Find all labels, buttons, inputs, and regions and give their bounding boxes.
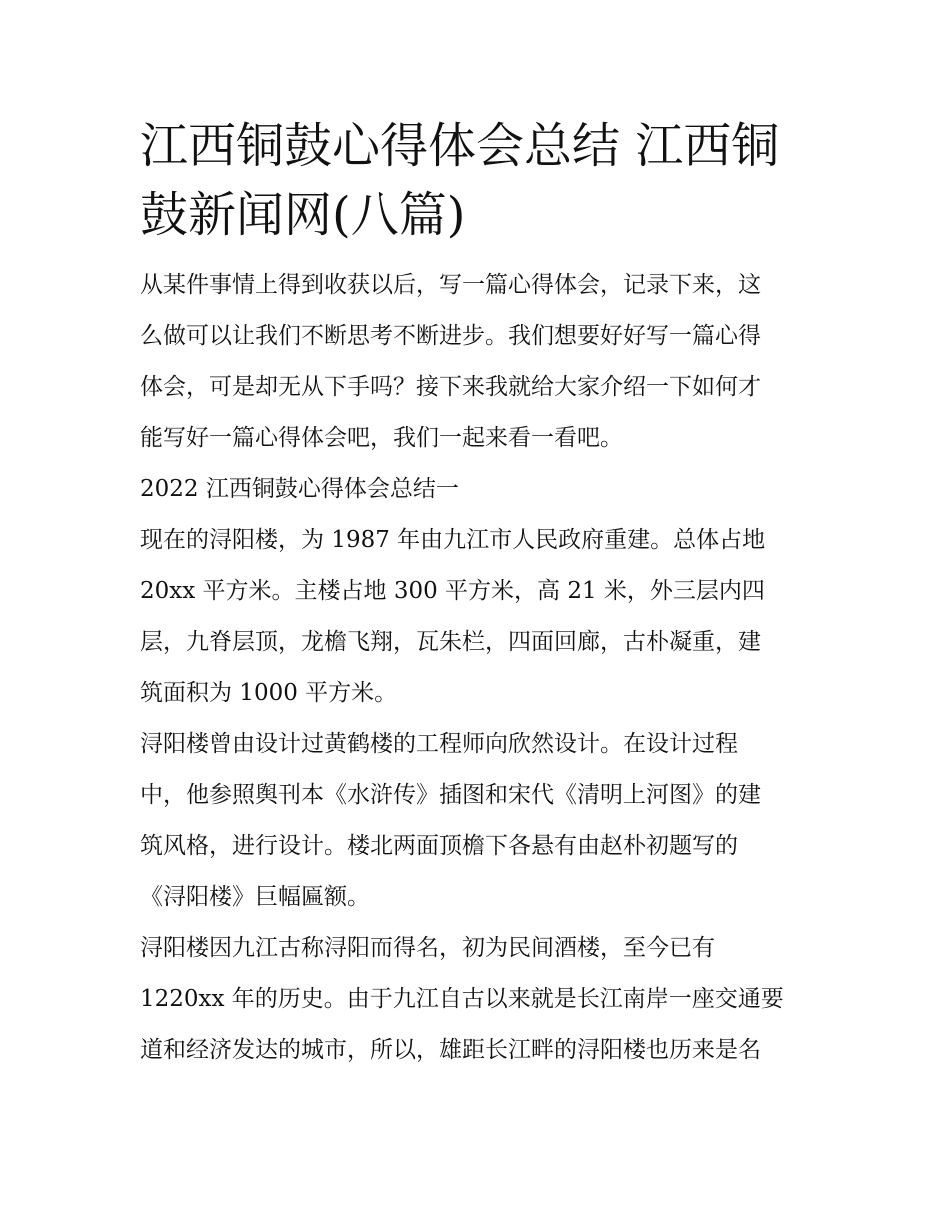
paragraph-line: 中，他参照舆刊本《水浒传》插图和宋代《清明上河图》的建 — [140, 782, 761, 808]
paragraph-line: 20xx 平方米。主楼占地 300 平方米，高 21 米，外三层内四 — [140, 578, 765, 604]
intro-line: 体会，可是却无从下手吗？接下来我就给大家介绍一下如何才 — [140, 374, 761, 400]
paragraph-line: 《浔阳楼》巨幅匾额。 — [140, 884, 370, 910]
paragraph-line: 道和经济发达的城市，所以，雄距长江畔的浔阳楼也历来是名 — [140, 1037, 761, 1063]
intro-line: 能写好一篇心得体会吧，我们一起来看一看吧。 — [140, 425, 623, 451]
document-body — [140, 260, 812, 1076]
document-content — [140, 112, 812, 1076]
document-title — [140, 112, 812, 250]
section-heading: 2022 江西铜鼓心得体会总结一 — [140, 476, 459, 502]
intro-line: 么做可以让我们不断思考不断进步。我们想要好好写一篇心得 — [140, 323, 761, 349]
paragraph-line: 1220xx 年的历史。由于九江自古以来就是长江南岸一座交通要 — [140, 986, 784, 1012]
paragraph-line: 现在的浔阳楼，为 1987 年由九江市人民政府重建。总体占地 — [140, 527, 766, 553]
paragraph-line: 层，九脊层顶，龙檐飞翔，瓦朱栏，四面回廊，古朴凝重，建 — [140, 629, 761, 655]
paragraph-line: 筑面积为 1000 平方米。 — [140, 680, 398, 706]
title-line: 鼓新闻网(八篇) — [140, 187, 466, 243]
intro-line: 从某件事情上得到收获以后，写一篇心得体会，记录下来，这 — [140, 272, 761, 298]
paragraph-line: 浔阳楼曾由设计过黄鹤楼的工程师向欣然设计。在设计过程 — [140, 731, 738, 757]
title-line: 江西铜鼓心得体会总结 江西铜 — [140, 118, 780, 174]
paragraph-line: 浔阳楼因九江古称浔阳而得名，初为民间酒楼，至今已有 — [140, 935, 715, 961]
paragraph-line: 筑风格，进行设计。楼北两面顶檐下各悬有由赵朴初题写的 — [140, 833, 738, 859]
